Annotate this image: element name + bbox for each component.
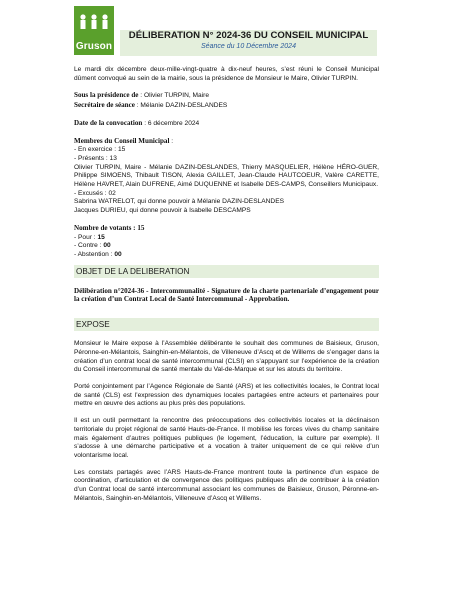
- pouvoir-line: Sabrina WATRELOT, qui donne pouvoir à Mélanie DAZIN-DESLANDES: [74, 198, 284, 206]
- presidence-label: Sous la présidence de: [74, 91, 139, 100]
- three-figures-icon: [74, 12, 114, 34]
- secretaire-line: [74, 101, 379, 111]
- expose-paragraph-3: Il est un outil permettant la rencontre des préoccupations des collectivités locales et la déclinaison territoriale du projet régional de santé Hauts-de-France. Il mobilise les forces vives du champ sanitaire mais également d’autres politiques publiques (le logement, l’éducation, la culture par exemple). Il s’adosse à une démarche participative et a vocation à traiter uniquement de ce qui relève d’un volontarisme local.: [74, 417, 379, 459]
- document-body: [74, 66, 379, 504]
- abstention-value: 00: [114, 250, 122, 258]
- intro-paragraph: Le mardi dix décembre deux-mille-vingt-quatre à dix-neuf heures, s’est réuni le Conseil Municipal dûment convoqué au sein de la mairie, sous la présidence de Monsieur le Maire, Olivier TURPIN.: [74, 66, 379, 82]
- convocation-value: : 6 décembre 2024: [142, 119, 200, 127]
- votants-label: Nombre de votants: [74, 223, 132, 232]
- convocation-line: [74, 119, 379, 129]
- pour-value: 15: [97, 233, 105, 241]
- expose-paragraph-2: Porté conjointement par l’Agence Régionale de Santé (ARS) et les collectivités locales, le Contrat local de santé (CLS) est l’expression des dynamiques locales partagées entre acteurs et partenaires pour mettre en œuvre des actions au plus près des populations.: [74, 383, 379, 408]
- votants-line: [74, 224, 379, 234]
- membres-label-suffix: :: [169, 137, 174, 145]
- secretaire-label: Secrétaire de séance: [74, 101, 135, 110]
- objet-heading: OBJET DE LA DELIBERATION: [74, 265, 379, 278]
- municipal-logo: [74, 6, 114, 55]
- pour-line: [74, 234, 379, 243]
- session-date: Séance du 10 Décembre 2024: [201, 43, 296, 50]
- objet-text: Délibération n°2024-36 - Intercommunalité - Signature de la charte partenariale d’engagement pour la création d’un Contrat Local de Santé Intercommunal - Approbation.: [74, 286, 379, 304]
- votants-value: : 15: [131, 223, 145, 232]
- pour-label: - Pour :: [74, 233, 98, 241]
- abstention-label: - Abstention :: [74, 250, 115, 258]
- contre-value: 00: [103, 242, 111, 250]
- contre-line: [74, 242, 379, 251]
- en-exercice-line: - En exercice : 15: [74, 146, 126, 154]
- membres-label: Membres du Conseil Municipal: [74, 136, 170, 145]
- abstention-line: [74, 251, 379, 260]
- expose-heading: EXPOSE: [74, 318, 379, 331]
- excuses-line: - Excusés : 02: [74, 189, 116, 197]
- presents-line: - Présents : 13: [74, 154, 117, 162]
- contre-label: - Contre :: [74, 242, 104, 250]
- membres-heading: [74, 137, 379, 147]
- expose-paragraph-1: Monsieur le Maire expose à l’Assemblée délibérante le souhait des communes de Baisieux, Gruson, Péronne-en-Mélantois, Sainghin-en-Mélantois, de Villeneuve d’Ascq et de Willems de s’engager dans la création d’un contrat local de santé intercommunal (CLSI) en s’appuyant sur l’expérience de la création du Conseil intercommunal de santé mentale du Val-de-Marque et sur les atouts du territoire.: [74, 340, 379, 374]
- presidence-value: : Olivier TURPIN, Maire: [138, 92, 210, 100]
- expose-paragraph-4: Les constats partagés avec l’ARS Hauts-de-France montrent toute la pertinence d’un espace de coordination, d’articulation et de convergence des politiques publiques afin de contribuer à la création d’un Contrat local de santé intercommunal associant les communes de Baisieux, Gruson, Péronne-en-Mélantois, Sainghin-en-Mélantois, Villeneuve d’Ascq et Willems.: [74, 468, 379, 502]
- logo-text: Gruson: [75, 41, 113, 52]
- convocation-label: Date de la convocation: [74, 118, 143, 127]
- document-title: DÉLIBERATION N° 2024-36 DU CONSEIL MUNICIPAL: [128, 30, 369, 41]
- presents-list: Olivier TURPIN, Maire - Mélanie DAZIN-DESLANDES, Thierry MASQUELIER, Hélène HÉRO-GUER, Philippe SIMOENS, Thibault TISON, Alexia GAILLET, Jean-Claude HAUTCOEUR, Valère CARETTE, Hélène HAVRET, Alain DUFRENE, Aimé DUQUENNE et Isabelle DES-CAMPS, Conseillers Municipaux.: [74, 163, 379, 189]
- secretaire-value: : Mélanie DAZIN-DESLANDES: [134, 102, 228, 110]
- presidence-line: [74, 91, 379, 101]
- pouvoir-line: Jacques DURIEU, qui donne pouvoir à Isabelle DESCAMPS: [74, 207, 251, 215]
